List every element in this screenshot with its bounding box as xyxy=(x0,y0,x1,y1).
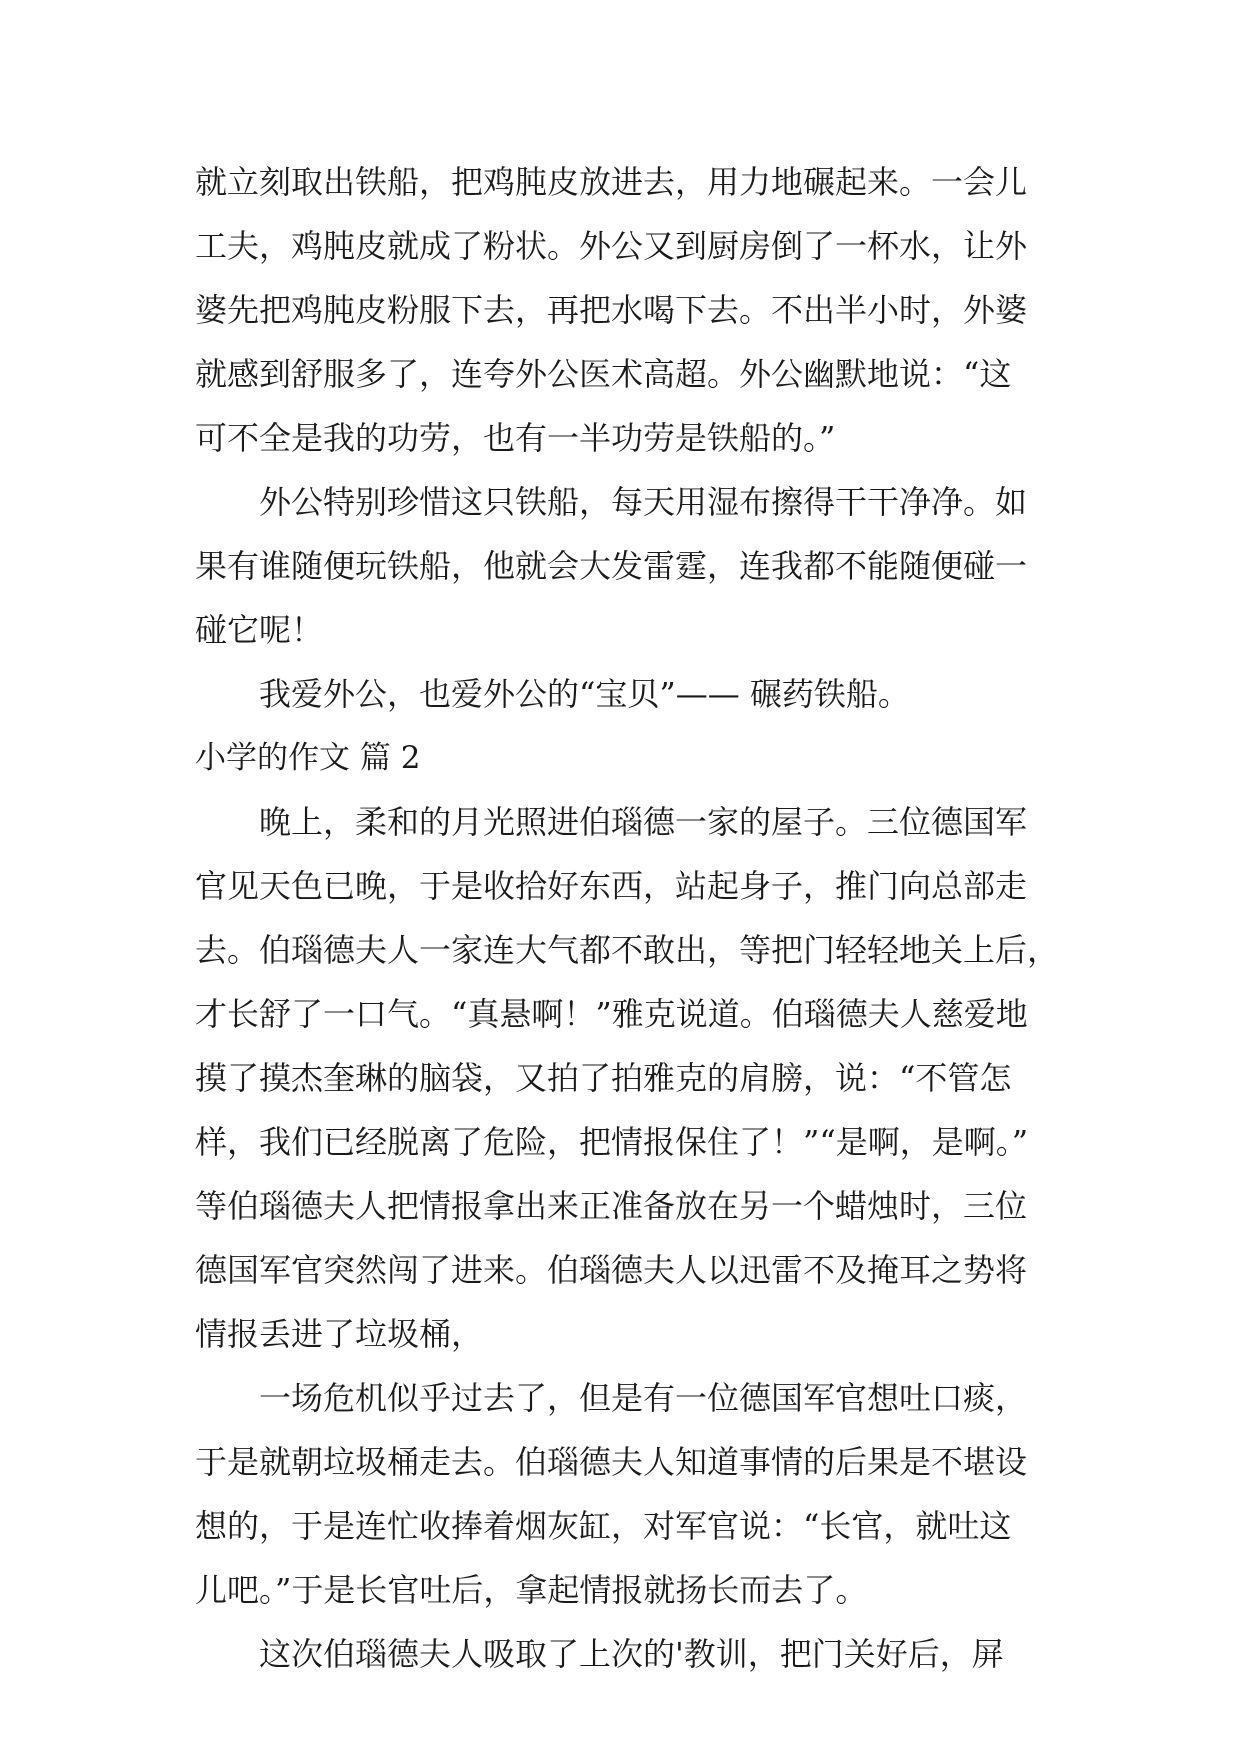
text-line: 我爱外公，也爱外公的“宝贝”—— 碾药铁船。 xyxy=(259,675,910,713)
text-line: 就感到舒服多了，连夸外公医术高超。外公幽默地说：“这 xyxy=(195,355,1012,393)
paragraph xyxy=(195,150,1055,470)
text-line: 果有谁随便玩铁船，他就会大发雷霆，连我都不能随便碰一 xyxy=(195,547,1028,585)
paragraph xyxy=(195,1622,1055,1686)
text-line: 样，我们已经脱离了危险，把情报保住了！”“是啊，是啊。” xyxy=(195,1123,1029,1161)
document-body xyxy=(195,150,1060,1686)
text-line: 晚上，柔和的月光照进伯瑙德一家的屋子。三位德国军 xyxy=(259,803,1028,841)
paragraph xyxy=(195,1366,1055,1622)
text-line: 一场危机似乎过去了，但是有一位德国军官想吐口痰， xyxy=(259,1379,1028,1417)
paragraph xyxy=(195,790,1060,1366)
text-line: 情报丢进了垃圾桶， xyxy=(195,1315,484,1353)
text-line: 官见天色已晚，于是收拾好东西，站起身子，推门向总部走 xyxy=(195,867,1028,905)
text-line: 于是就朝垃圾桶走去。伯瑙德夫人知道事情的后果是不堪设 xyxy=(195,1443,1028,1481)
text-line: 等伯瑙德夫人把情报拿出来正准备放在另一个蜡烛时，三位 xyxy=(195,1187,1028,1225)
text-line: 想的，于是连忙收捧着烟灰缸，对军官说：“长官，就吐这 xyxy=(195,1507,1012,1545)
text-line: 去。伯瑙德夫人一家连大气都不敢出，等把门轻轻地关上后， xyxy=(195,931,1060,969)
text-line: 就立刻取出铁船，把鸡肫皮放进去，用力地碾起来。一会儿 xyxy=(195,163,1028,201)
text-line: 摸了摸杰奎琳的脑袋，又拍了拍雅克的肩膀，说：“不管怎 xyxy=(195,1059,1012,1097)
text-line: 工夫，鸡肫皮就成了粉状。外公又到厨房倒了一杯水，让外 xyxy=(195,227,1028,265)
text-line: 儿吧。”于是长官吐后，拿起情报就扬长而去了。 xyxy=(195,1571,868,1609)
text-line: 碰它呢！ xyxy=(195,611,324,649)
text-line: 才长舒了一口气。“真悬啊！”雅克说道。伯瑙德夫人慈爱地 xyxy=(195,995,1028,1033)
section-heading: 小学的作文 篇 2 xyxy=(195,740,421,776)
text-line: 这次伯瑙德夫人吸取了上次的'教训，把门关好后，屏 xyxy=(259,1635,1004,1673)
paragraph xyxy=(195,470,1055,662)
text-line: 婆先把鸡肫皮粉服下去，再把水喝下去。不出半小时，外婆 xyxy=(195,291,1028,329)
text-line: 外公特别珍惜这只铁船，每天用湿布擦得干干净净。如 xyxy=(259,483,1028,521)
text-line: 德国军官突然闯了进来。伯瑙德夫人以迅雷不及掩耳之势将 xyxy=(195,1251,1028,1289)
paragraph xyxy=(195,662,1055,726)
text-line: 可不全是我的功劳，也有一半功劳是铁船的。” xyxy=(195,419,836,457)
